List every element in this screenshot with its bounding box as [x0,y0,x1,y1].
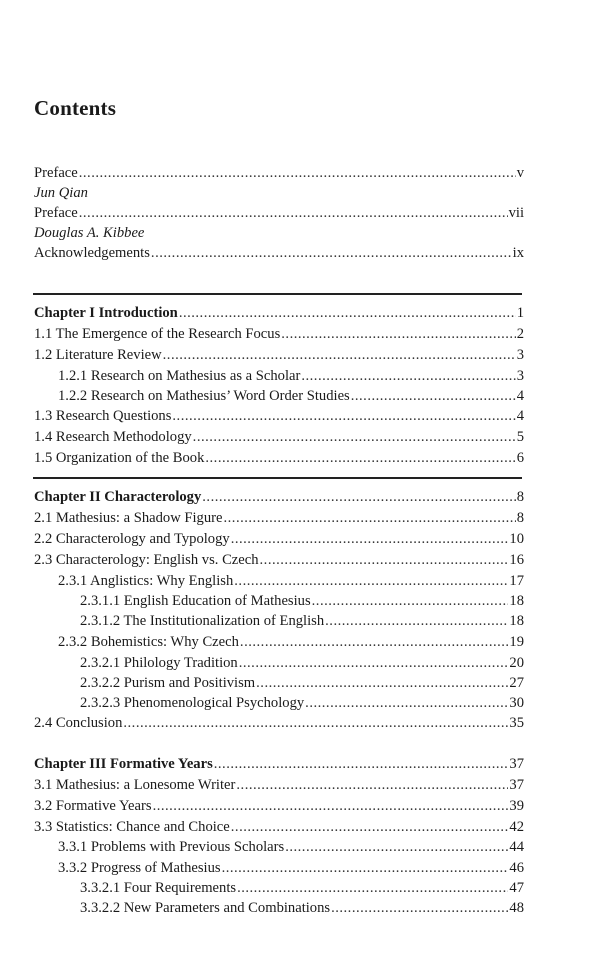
leader-dots [351,386,516,406]
toc-entry [0,858,524,878]
toc-entry-label: 1.1 The Emergence of the Research Focus [34,326,281,342]
toc-entry-page: 2 [516,326,524,342]
toc-entry-label: Preface [34,205,78,221]
toc-entry-label: 2.3.2.2 Purism and Positivism [80,675,256,691]
leader-dots [172,406,515,426]
toc-entry-page: 20 [509,655,524,671]
chapter-title: Chapter II Characterology [34,489,202,505]
leader-dots [123,713,508,733]
section-divider [33,477,522,479]
toc-entry-label: 3.3.1 Problems with Previous Scholars [58,839,285,855]
leader-dots [285,837,508,857]
toc-entry-label: 2.1 Mathesius: a Shadow Figure [34,510,223,526]
toc-entry-page: 47 [509,880,524,896]
leader-dots [153,796,509,816]
toc-entry-page: 8 [516,489,524,505]
toc-entry-page: 44 [509,839,524,855]
toc-entry-page: v [516,165,524,181]
leader-dots [256,673,508,693]
toc-entry [0,653,524,673]
toc-entry-label: 2.2 Characterology and Typology [34,531,230,547]
toc-entry-page: 27 [509,675,524,691]
toc-entry [0,693,524,713]
leader-dots [231,817,509,837]
preface-author-1 [0,183,524,203]
toc-entry-page: 3 [516,368,524,384]
toc-entry-page: ix [512,245,524,261]
leader-dots [231,529,509,549]
toc-chapter-2 [0,487,524,507]
toc-entry-page: 42 [509,819,524,835]
toc-entry-page: 48 [509,900,524,916]
toc-entry [0,878,524,898]
leader-dots [202,487,515,507]
toc-entry-page: 39 [509,798,524,814]
toc-entry-label: 2.3.2.3 Phenomenological Psychology [80,695,305,711]
leader-dots [236,775,508,795]
leader-dots [281,324,515,344]
toc-entry-label: 2.3.2.1 Philology Tradition [80,655,238,671]
toc-entry-page: 18 [509,613,524,629]
toc-entry [0,837,524,857]
leader-dots [222,858,509,878]
toc-entry-label: 1.2.2 Research on Mathesius’ Word Order Studies [58,388,350,404]
page-title: Contents [34,96,117,120]
leader-dots [301,366,515,386]
toc-entry-acknowledgements [0,243,524,263]
leader-dots [240,632,508,652]
section-divider [33,293,522,295]
toc-entry [0,571,524,591]
toc-entry-page: 3 [516,347,524,363]
toc-entry-label: 3.2 Formative Years [34,798,152,814]
toc-entry-label: 2.3.1.1 English Education of Mathesius [80,593,311,609]
leader-dots [79,203,508,223]
toc-entry [0,366,524,386]
toc-entry-preface-2 [0,203,524,223]
toc-chapter-3 [0,754,524,774]
toc-entry [0,673,524,693]
toc-chapter-1 [0,303,524,323]
toc-entry-label: Preface [34,165,78,181]
chapter-title: Chapter I Introduction [34,305,178,321]
toc-entry [0,406,524,426]
toc-entry-label: 1.4 Research Methodology [34,429,192,445]
toc-entry-label: 1.5 Organization of the Book [34,450,205,466]
toc-entry-label: 1.3 Research Questions [34,408,172,424]
toc-entry-label: Acknowledgements [34,245,150,261]
toc-entry-label: 3.3.2.2 New Parameters and Combinations [80,900,331,916]
toc-entry-label: 2.3.1.2 The Institutionalization of English [80,613,325,629]
leader-dots [312,591,509,611]
leader-dots [237,878,508,898]
toc-entry [0,898,524,918]
toc-entry-label: 2.4 Conclusion [34,715,123,731]
toc-entry-page: vii [508,205,524,221]
leader-dots [331,898,508,918]
toc-entry [0,448,524,468]
toc-entry-page: 8 [516,510,524,526]
toc-entry [0,591,524,611]
toc-entry [0,345,524,365]
leader-dots [214,754,509,774]
toc-entry-page: 16 [509,552,524,568]
toc-entry [0,386,524,406]
leader-dots [224,508,516,528]
toc-entry-page: 30 [509,695,524,711]
toc-entry [0,775,524,795]
toc-entry [0,632,524,652]
toc-entry [0,550,524,570]
toc-entry-page: 35 [509,715,524,731]
leader-dots [205,448,515,468]
toc-entry-page: 37 [509,777,524,793]
toc-entry-page: 5 [516,429,524,445]
preface-author-2 [0,223,524,243]
leader-dots [325,611,508,631]
toc-entry [0,508,524,528]
toc-entry-page: 1 [516,305,524,321]
leader-dots [79,163,516,183]
toc-entry-page: 37 [509,756,524,772]
toc-entry-label: 3.3 Statistics: Chance and Choice [34,819,230,835]
toc-entry-label: 3.3.2 Progress of Mathesius [58,860,221,876]
toc-entry-page: 10 [509,531,524,547]
leader-dots [260,550,509,570]
toc-entry-page: 6 [516,450,524,466]
toc-entry-page: 17 [509,573,524,589]
leader-dots [193,427,516,447]
leader-dots [305,693,508,713]
toc-entry [0,817,524,837]
toc-entry-page: 46 [509,860,524,876]
toc-entry-label: 3.1 Mathesius: a Lonesome Writer [34,777,236,793]
leader-dots [239,653,509,673]
toc-entry-preface-1 [0,163,524,183]
toc-entry [0,796,524,816]
leader-dots [151,243,512,263]
toc-entry-label: 2.3.2 Bohemistics: Why Czech [58,634,239,650]
author-name: Douglas A. Kibbee [34,225,145,241]
toc-entry-page: 19 [509,634,524,650]
leader-dots [234,571,508,591]
toc-entry [0,324,524,344]
toc-entry-label: 3.3.2.1 Four Requirements [80,880,237,896]
leader-dots [179,303,516,323]
toc-entry-page: 4 [516,408,524,424]
toc-entry [0,529,524,549]
toc-entry-label: 2.3.1 Anglistics: Why English [58,573,234,589]
toc-entry [0,611,524,631]
toc-entry-label: 2.3 Characterology: English vs. Czech [34,552,259,568]
toc-entry-page: 18 [509,593,524,609]
leader-dots [163,345,516,365]
toc-entry [0,713,524,733]
chapter-title: Chapter III Formative Years [34,756,213,772]
author-name: Jun Qian [34,185,88,201]
toc-entry-page: 4 [516,388,524,404]
toc-entry-label: 1.2 Literature Review [34,347,162,363]
toc-entry [0,427,524,447]
toc-entry-label: 1.2.1 Research on Mathesius as a Scholar [58,368,301,384]
